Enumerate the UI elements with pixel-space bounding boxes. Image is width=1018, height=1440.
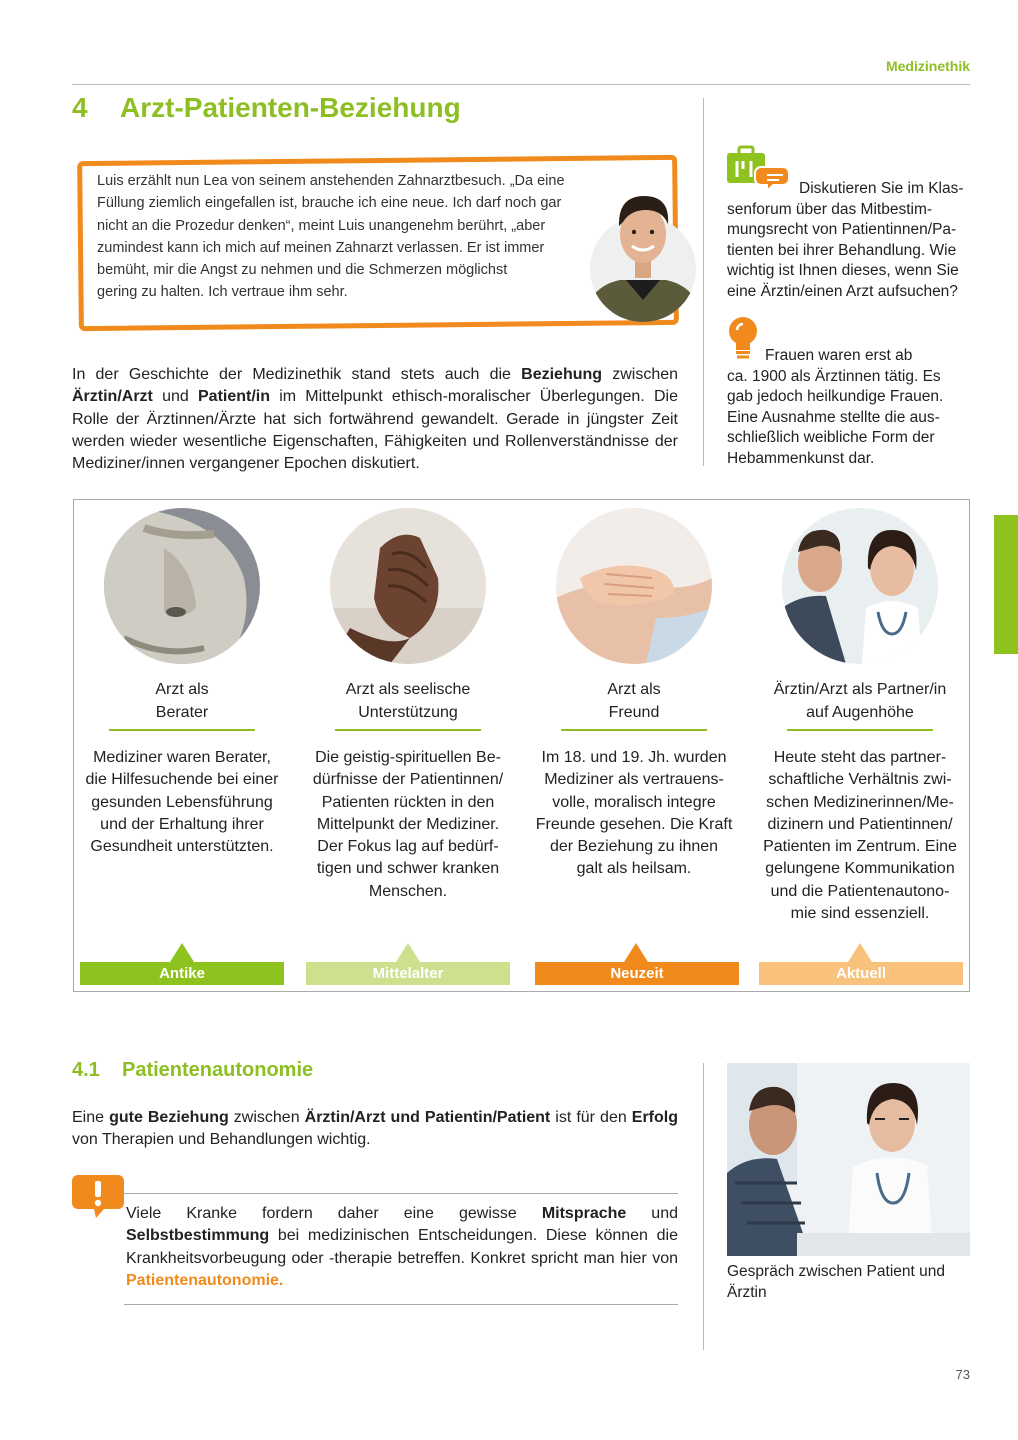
intro-bold: Beziehung — [521, 366, 603, 383]
era-body-line: gesunden Lebensführung — [91, 793, 273, 811]
note-highlight: Patientenautonomie. — [126, 1271, 284, 1289]
era-body-neuzeit — [523, 747, 745, 881]
section-text: zwischen — [228, 1109, 305, 1126]
era-heading-aktuell — [750, 679, 970, 724]
era-body-aktuell — [749, 747, 971, 925]
era-body-line: der Beziehung zu ihnen — [549, 838, 719, 856]
era-body-line: die Hilfesuchende bei einer — [85, 771, 279, 789]
discussion-line: mungsrecht von Patientinnen/Pa- — [727, 221, 957, 238]
era-body-line: Mittelpunkt der Mediziner. — [316, 815, 500, 833]
section-bold: Ärztin/Arzt und Patientin/Patient — [304, 1109, 551, 1126]
info-line: ca. 1900 als Ärztinnen tätig. Es — [727, 367, 941, 385]
note-text: bei medizinischen Entscheidungen. Diese können die Krankheitsvorbeugung oder -therapie betreffen. Konkret spricht man hier von — [126, 1227, 678, 1267]
era-heading-line: Ärztin/Arzt als Partner/in — [773, 681, 947, 698]
note-text: und — [626, 1205, 679, 1222]
holding-hands-image — [556, 508, 712, 664]
story-line: Füllung ziemlich eingefallen ist, brauche ich eine neue. Ich darf noch gar — [97, 195, 562, 212]
era-marker-mittelalter — [396, 943, 420, 962]
era-body-antike — [71, 747, 293, 858]
section-paragraph — [72, 1107, 678, 1152]
intro-bold: Ärztin/Arzt — [72, 388, 153, 406]
note-bold: Mitsprache — [541, 1205, 627, 1222]
story-line: zumindest kann ich mich auf meinen Zahnarzt verlassen. Er ist immer — [97, 239, 545, 256]
note-text: Viele Kranke fordern daher eine gewisse — [126, 1205, 542, 1222]
section-text: ist für den — [550, 1109, 632, 1126]
era-heading-line: Berater — [155, 703, 209, 721]
note-top-rule — [124, 1193, 678, 1194]
column-divider-bottom — [703, 1063, 704, 1350]
praying-hands-image — [330, 508, 486, 664]
era-body-line: Patienten rückten in den — [321, 793, 495, 811]
intro-text: im Mittelpunkt ethisch-moralischer Überlegungen. Die Rolle der Ärztinnen/Ärzte hat sich fortwährend gewandelt. Gerade in jüngster Zeit werden wieder wesentliche Eigenschaften, Fähigkeiten und Rollenverständnisse der Mediziner/innen vergangener Epochen diskutiert. — [72, 388, 678, 473]
statue-face-image — [104, 508, 260, 664]
note-bold: Selbstbestimmung — [126, 1227, 270, 1245]
chapter-title — [72, 92, 461, 124]
era-heading-mittelalter — [298, 679, 518, 724]
era-heading-neuzeit — [524, 679, 744, 724]
era-heading-line: auf Augenhöhe — [806, 703, 914, 721]
era-body-line: Menschen. — [368, 882, 448, 900]
era-heading-line: Unterstützung — [358, 703, 458, 721]
era-body-line: Mediziner als vertrauens- — [544, 771, 724, 789]
section-text: Eine — [72, 1109, 110, 1126]
doctor-patient-image — [782, 508, 938, 664]
era-body-line: Gesundheit unterstützten. — [90, 838, 274, 856]
intro-text: zwischen — [602, 366, 679, 383]
chapter-number: 4 — [72, 92, 88, 123]
era-body-line: mie sind essenziell. — [790, 905, 930, 923]
era-label-mittelalter: Mittelalter — [306, 962, 510, 985]
era-heading-line: Arzt als seelische — [345, 681, 471, 698]
autonomy-note — [126, 1203, 678, 1292]
intro-text: und — [152, 388, 198, 406]
discussion-line: eine Ärztin/einen Arzt aufsuchen? — [727, 282, 958, 300]
story-line: nicht an die Prozedur denken“, meint Luis unangenehm berührt, „aber — [97, 217, 546, 234]
era-marker-antike — [170, 943, 194, 962]
intro-paragraph — [72, 364, 678, 475]
intro-bold: Patient/in — [198, 388, 271, 406]
era-body-line: Die geistig-spirituellen Be- — [315, 749, 501, 766]
era-label-aktuell: Aktuell — [759, 962, 963, 985]
section-title-text: Patientenautonomie — [122, 1059, 314, 1081]
era-body-line: Freunde gesehen. Die Kraft — [535, 815, 733, 833]
column-divider-top — [703, 98, 704, 466]
era-body-line: galt als heilsam. — [576, 860, 692, 878]
running-header: Medizinethik — [885, 58, 970, 74]
discussion-line: Diskutieren Sie im Klas- — [799, 180, 964, 197]
story-text — [97, 170, 597, 304]
avatar-luis — [590, 188, 696, 322]
intro-text: In der Geschichte der Medizinethik stand stets auch die — [72, 366, 522, 383]
section-bold: gute Beziehung — [109, 1109, 229, 1126]
discussion-prompt — [727, 179, 972, 302]
section-number: 4.1 — [72, 1059, 100, 1081]
discussion-line: senforum über das Mitbestim- — [727, 200, 933, 218]
info-line: Frauen waren erst ab — [765, 347, 913, 364]
story-line: Luis erzählt nun Lea von seinem anstehenden Zahnarztbesuch. „Da eine — [97, 173, 565, 189]
consultation-photo — [727, 1063, 970, 1256]
note-bottom-rule — [124, 1304, 678, 1305]
era-body-mittelalter — [297, 747, 519, 903]
section-bold: Erfolg — [631, 1109, 678, 1126]
info-line: schließlich weibliche Form der — [727, 429, 935, 446]
info-line: gab jedoch heilkundige Frauen. — [727, 388, 944, 405]
photo-caption: Gespräch zwischen Patient und Ärztin — [727, 1263, 945, 1301]
info-line: Eine Ausnahme stellte die aus- — [727, 408, 940, 426]
story-line: gering zu halten. Ich vertraue ihm sehr. — [97, 284, 348, 301]
era-heading-antike — [72, 679, 292, 724]
era-marker-neuzeit — [624, 943, 648, 962]
era-heading-line: Arzt als — [155, 681, 209, 698]
era-heading-line: Arzt als — [607, 681, 661, 698]
era-body-line: und die Patientenautono- — [770, 882, 950, 900]
era-divider — [787, 729, 933, 731]
info-line: Hebammenkunst dar. — [727, 449, 875, 467]
era-body-line: Patienten im Zentrum. Eine — [763, 838, 957, 856]
page-number: 73 — [955, 1367, 970, 1382]
info-note — [727, 346, 972, 469]
header-divider — [72, 84, 970, 85]
chapter-tab — [994, 515, 1018, 654]
era-label-neuzeit: Neuzeit — [535, 962, 739, 985]
section-title — [72, 1059, 313, 1082]
era-body-line: dizinern und Patientinnen/ — [767, 815, 953, 833]
era-body-line: und der Erhaltung ihrer — [100, 815, 264, 833]
chapter-title-text: Arzt-Patienten-Beziehung — [120, 92, 461, 123]
discussion-line: tienten bei ihrer Behandlung. Wie — [727, 241, 957, 259]
era-body-line: schen Medizinerinnen/Me- — [766, 793, 954, 811]
era-body-line: Heute steht das partner- — [773, 749, 947, 766]
era-body-line: Der Fokus lag auf bedürf- — [317, 838, 499, 856]
era-body-line: Im 18. und 19. Jh. wurden — [541, 749, 727, 766]
era-body-line: schaftliche Verhältnis zwi- — [768, 771, 952, 789]
era-body-line: gelungene Kommunikation — [765, 860, 955, 878]
era-body-line: volle, moralisch integre — [552, 793, 716, 811]
era-divider — [561, 729, 707, 731]
era-divider — [335, 729, 481, 731]
era-label-antike: Antike — [80, 962, 284, 985]
discussion-line: wichtig ist Ihnen dieses, wenn Sie — [727, 262, 959, 279]
section-text: von Therapien und Behandlungen wichtig. — [72, 1131, 371, 1149]
era-divider — [109, 729, 255, 731]
exclamation-speech-icon — [72, 1175, 124, 1219]
era-body-line: tigen und schwer kranken — [316, 860, 500, 878]
story-line: bemüht, mir die Angst zu nehmen und die Schmerzen möglichst — [97, 262, 508, 279]
era-marker-aktuell — [848, 943, 872, 962]
era-body-line: Mediziner waren Berater, — [93, 749, 271, 766]
era-body-line: dürfnisse der Patientinnen/ — [312, 771, 504, 789]
era-heading-line: Freund — [608, 703, 660, 721]
